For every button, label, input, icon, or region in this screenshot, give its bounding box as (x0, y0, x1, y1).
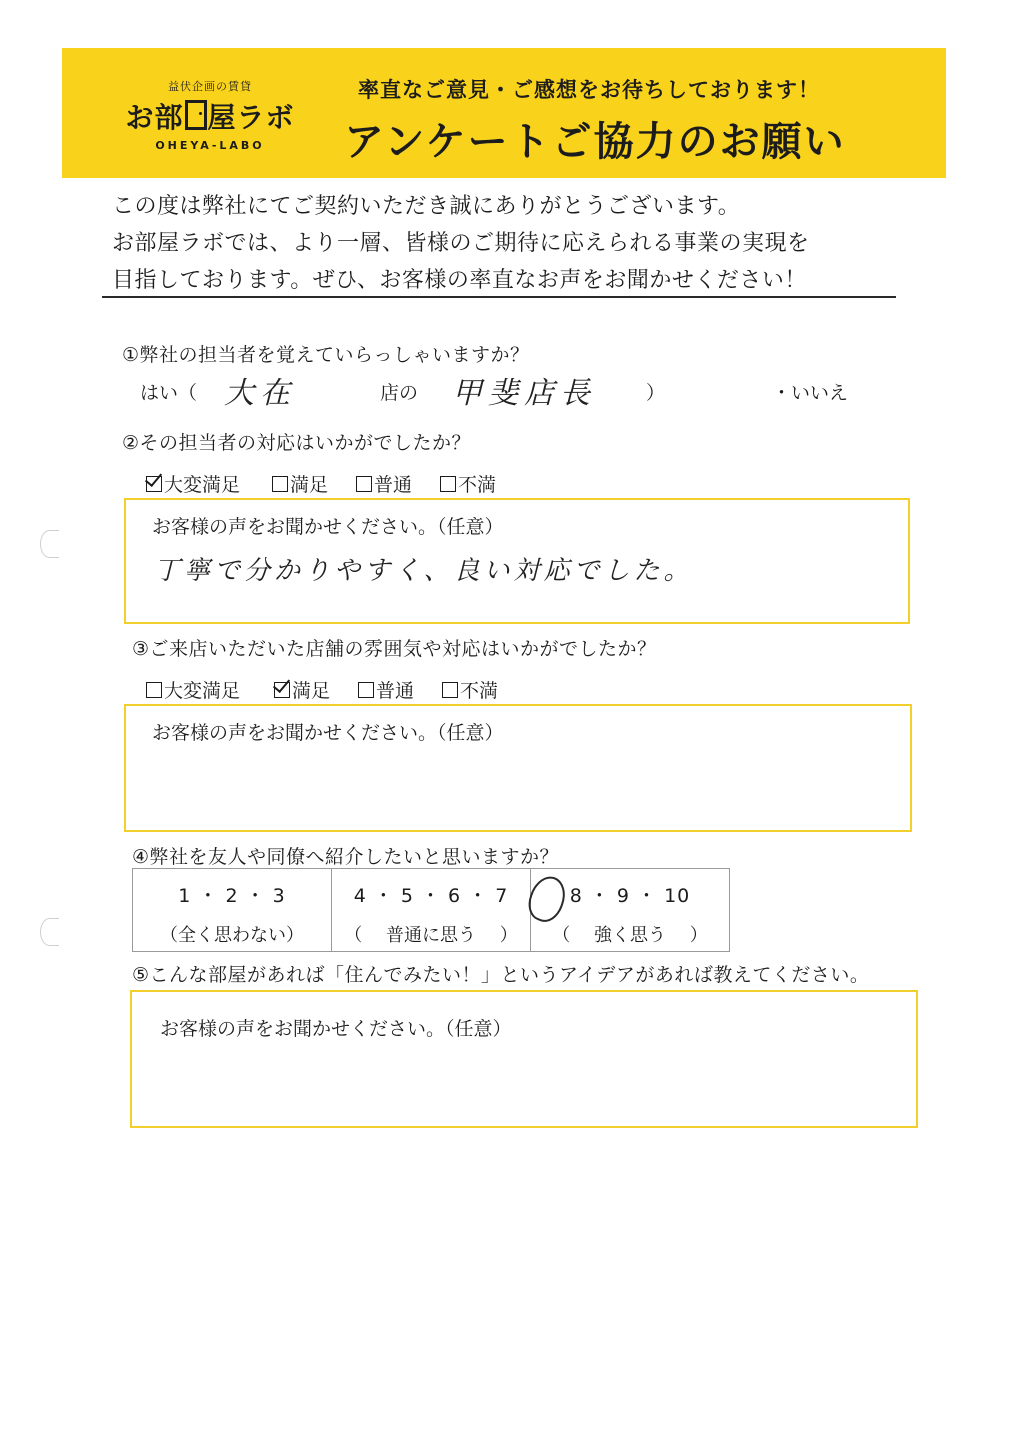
question-1: ①弊社の担当者を覚えていらっしゃいますか？ (122, 344, 530, 366)
scale-segment-low[interactable] (133, 869, 332, 951)
scale-numbers: 4 ・ 5 ・ 6 ・ 7 (353, 885, 509, 907)
intro-line: この度は弊社にてご契約いただき誠にありがとうございます。 (112, 194, 741, 219)
checkbox-checked[interactable] (274, 682, 290, 698)
q1-store-answer[interactable]: 大在 (224, 376, 296, 411)
q2-comment-box[interactable] (124, 498, 910, 624)
q3-comment-box[interactable] (124, 704, 912, 832)
logo-wordmark (110, 96, 310, 136)
comment-label: お客様の声をお聞かせください。（任意） (152, 516, 504, 538)
comment-label: お客様の声をお聞かせください。（任意） (152, 722, 504, 744)
option-label: 大変満足 (164, 680, 241, 702)
recommend-scale (132, 868, 730, 952)
scale-segment-mid[interactable] (332, 869, 531, 951)
question-4: ④弊社を友人や同僚へ紹介したいと思いますか？ (132, 846, 560, 868)
logo-tagline: 益伏企画の賃貸 (168, 80, 252, 93)
option-label: 不満 (460, 680, 499, 702)
q3-option-very-satisfied[interactable] (146, 676, 240, 703)
logo-subtitle: OHEYA-LABO (155, 139, 265, 152)
intro-line: お部屋ラボでは、より一層、皆様のご期待に応えられる事業の実現を (112, 231, 810, 256)
option-label: 普通 (374, 474, 413, 496)
q2-comment-answer: 丁寧で分かりやすく、良い対応でした。 (154, 556, 694, 586)
q2-option-satisfied[interactable] (272, 470, 328, 497)
punch-hole (40, 530, 59, 558)
q1-yes-label: はい（ (140, 382, 198, 404)
q2-option-very-satisfied[interactable] (146, 470, 240, 497)
checkbox[interactable] (272, 476, 288, 492)
page-title: アンケートご協力のお願い (344, 119, 846, 165)
checkbox[interactable] (442, 682, 458, 698)
door-icon (185, 100, 207, 130)
divider (102, 296, 896, 298)
option-label: 満足 (290, 474, 329, 496)
q2-option-neutral[interactable] (356, 470, 412, 497)
checkbox-checked[interactable] (146, 476, 162, 492)
checkbox[interactable] (146, 682, 162, 698)
banner-tagline: 率直なご意見・ご感想をお待ちしております！ (358, 78, 820, 102)
header-banner (62, 48, 946, 178)
logo-text-right: 屋ラボ (207, 101, 295, 134)
q1-close-paren: ） (646, 382, 666, 404)
q2-option-dissatisfied[interactable] (440, 470, 496, 497)
option-label: 満足 (292, 680, 331, 702)
scale-label: （ 普通に思う ） (344, 925, 518, 946)
q1-store-suffix: 店の (380, 382, 419, 404)
q3-option-neutral[interactable] (358, 676, 414, 703)
q3-option-satisfied[interactable] (274, 676, 330, 703)
checkbox[interactable] (356, 476, 372, 492)
question-2: ②その担当者の対応はいかがでしたか？ (122, 432, 472, 454)
punch-hole (40, 918, 59, 946)
option-label: 不満 (458, 474, 497, 496)
scale-numbers: 8 ・ 9 ・ 10 (569, 885, 691, 907)
option-label: 大変満足 (164, 474, 241, 496)
q5-comment-box[interactable] (130, 990, 918, 1128)
option-label: 普通 (376, 680, 415, 702)
logo (110, 78, 310, 152)
scale-label: （全く思わない） (160, 925, 304, 946)
intro-line: 目指しております。ぜひ、お客様の率直なお声をお聞かせください！ (112, 268, 807, 293)
q1-staff-answer[interactable]: 甲斐店長 (452, 376, 596, 411)
logo-text-left: お部 (125, 101, 184, 134)
scale-label: （ 強く思う ） (552, 925, 708, 946)
checkbox[interactable] (358, 682, 374, 698)
q1-no-option[interactable]: ・いいえ (772, 382, 849, 404)
q3-option-dissatisfied[interactable] (442, 676, 498, 703)
intro-text (112, 188, 810, 299)
comment-label: お客様の声をお聞かせください。（任意） (160, 1018, 512, 1040)
scale-numbers: 1 ・ 2 ・ 3 (178, 885, 286, 907)
checkbox[interactable] (440, 476, 456, 492)
question-3: ③ご来店いただいた店舗の雰囲気や対応はいかがでしたか？ (132, 638, 657, 660)
question-5: ⑤こんな部屋があれば「住んでみたい！」というアイデアがあれば教えてください。 (132, 964, 870, 986)
